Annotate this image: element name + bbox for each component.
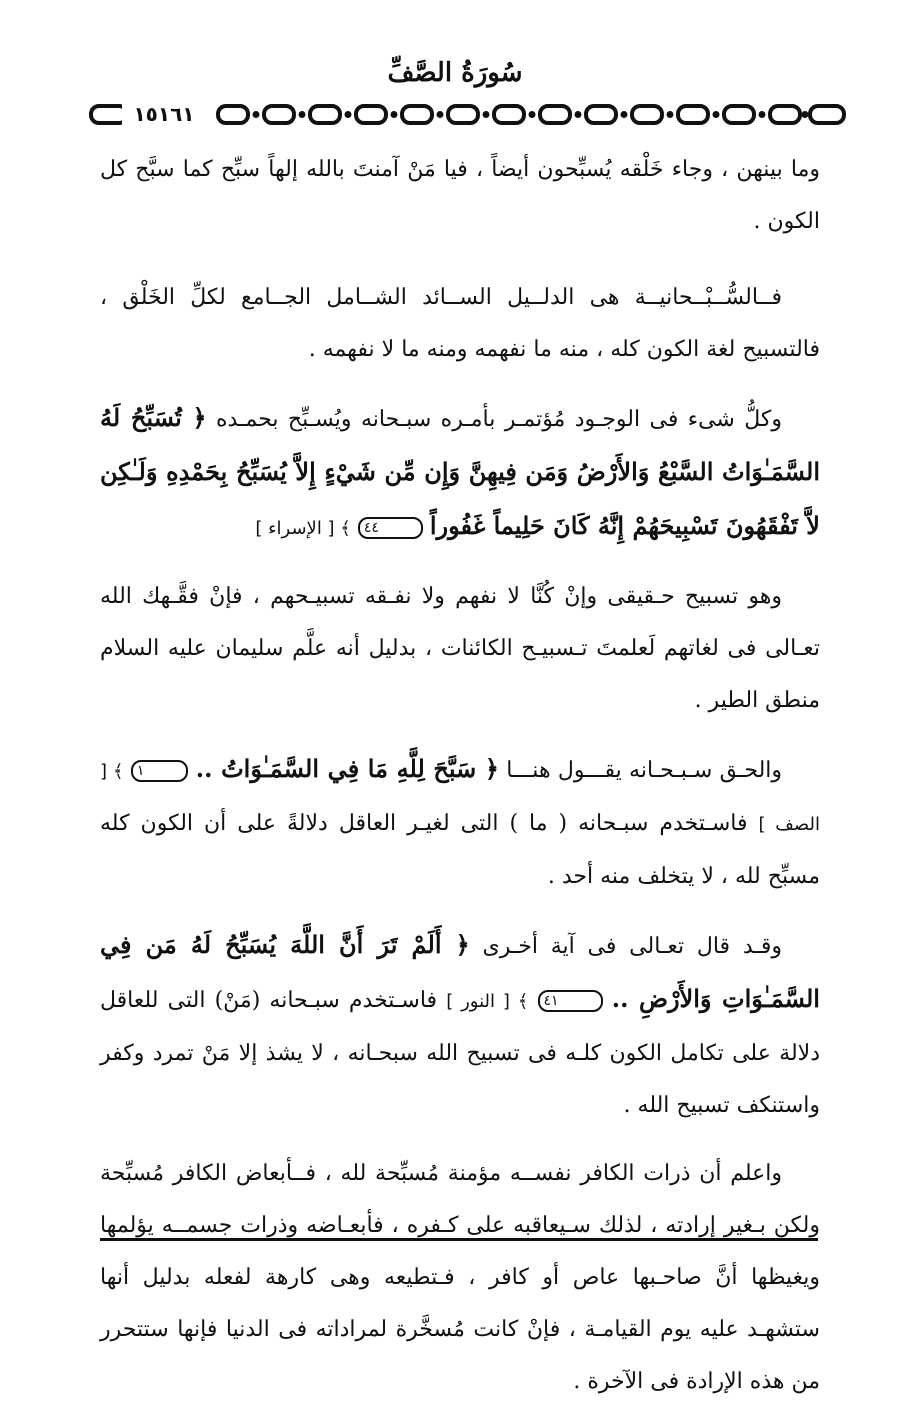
paragraph-7: واعلم أن ذرات الكافر نفســه مؤمنة مُسبِّحة لله ، فــأبعاض الكافر مُسبِّحة ولكن بـغير إرادته ، لذلك سـيعاقبه على كـفره ، فأبعـاضه وذرات جسمــه يؤلمها ويغيظها أنَّ صاحـبها عاص أو كافر ، فـتطيعه وهى كارهة لفعله بدليل أنها ستشهـد عليه يوم القيامـة ، فإنْ كانت مُسخَّرة لمراداته فى الدنيا فإنها ستتحرر من هذه الإرادة فى الآخرة .	[100, 1161, 820, 1394]
page-number: ١٥١٦١	[122, 99, 206, 129]
paragraph-6-intro: وقـد قال تعـالى فى آية أخـرى	[482, 934, 782, 959]
quran-verse-saff: ﴿ سَبَّحَ لِلَّهِ مَا فِي السَّمَـٰوَاتُ ..	[195, 754, 499, 783]
ayah-number-badge: ٤٤	[358, 517, 423, 539]
paragraph-6	[100, 919, 820, 1132]
ayah-number-badge: ١	[131, 760, 189, 782]
paragraph-4: وهو تسبيح حـقيقى وإنْ كُنَّا لا نفهم ولا نفـقه تسبيـحهم ، فإنْ فقَّـهك الله تعـالى فى لغاتهم لَعلمتَ تـسبيـح الكائنات ، بدليل أنه علَّم سليمان عليه السلام منطق الطير .	[100, 584, 820, 713]
paragraph-5-text: فاسـتخدم سبـحانه ( ما ) التى لغيـر العاقل دلالةً على أن الكون كله مسبِّح لله ، لا يتخلف منه أحد .	[100, 811, 820, 889]
surah-reference: ﴾ [ النور ]	[446, 991, 529, 1012]
paragraph-1: وما بينهن ، وجاء خَلْقه يُسبِّحون أيضاً ، فيا مَنْ آمنتَ بالله إلهاً سبِّح كما سبَّح كل الكون .	[100, 157, 820, 234]
page-body	[100, 144, 820, 1424]
surah-title: سُورَةُ الصَّفِّ	[387, 58, 523, 88]
paragraph-5-intro: والحـق سـبـحـانه يقـــول هنـــا	[506, 758, 783, 783]
paragraph-2: فــالسُّــبْــحانيــة هى الدلــيل الســائد الشــامل الجــامع لكلِّ الخَلْق ، فالتسبيح لغة الكون كله ، منه ما نفهمه ومنه ما لا نفهمه .	[100, 285, 820, 362]
footer-divider	[100, 1238, 818, 1241]
quran-verse-nur: ﴿ أَلَمْ تَرَ أَنَّ اللَّهَ يُسَبِّحُ لَهُ مَن فِي السَّمَـٰوَاتِ وَالأَرْضِ ..	[100, 930, 820, 1013]
quran-verse-isra: ﴿ تُسَبِّحُ لَهُ السَّمَـٰوَاتُ السَّبْعُ وَالأَرْضُ وَمَن فِيهِنَّ وَإِن مِّن شَيْءٍ إِلاَّ يُسَبِّحُ بِحَمْدِهِ وَلَـٰكِن لاَّ تَفْقَهُونَ تَسْبِيحَهُمْ إِنَّهُ كَانَ حَلِيماً غَفُوراً	[100, 403, 820, 540]
paragraph-3	[100, 392, 820, 555]
paragraph-3-text: وكلُّ شىء فى الوجـود مُؤتمـر بأمـره سبـحانه ويُسـبِّح بحمـده	[215, 407, 782, 432]
surah-reference: ﴾ [ الإسراء ]	[255, 518, 351, 539]
paragraph-6-text: فاسـتخدم سبـحانه (مَنْ) التى للعاقل دلالة على تكامل الكون كلـه فى تسبيح الله سبحـانه ، لا يشذ إلا مَنْ تمرد وكفر واستنكف تسبيح الله .	[100, 988, 820, 1118]
paragraph-5	[100, 743, 820, 903]
ayah-number-badge: ٤١	[538, 990, 603, 1012]
surah-reference: ﴾ [ الصف ]	[100, 761, 820, 835]
